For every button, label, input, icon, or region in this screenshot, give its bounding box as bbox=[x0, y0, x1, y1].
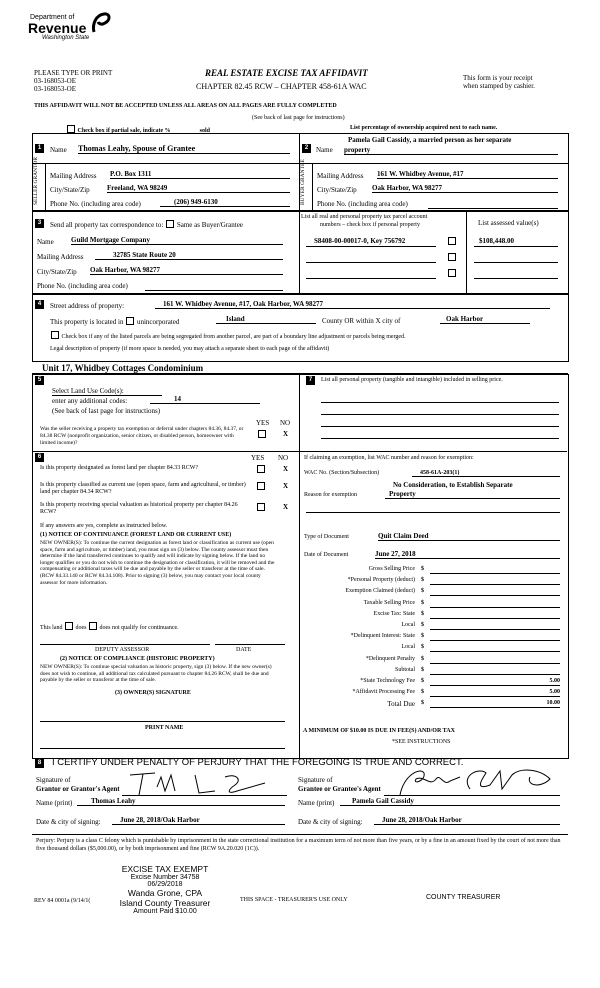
wac-value[interactable]: 458-61A-203(1) bbox=[412, 470, 560, 477]
tax-table bbox=[300, 566, 562, 746]
tax-row-value[interactable] bbox=[430, 600, 560, 608]
stamp-line-5: Island County Treasurer bbox=[119, 898, 211, 908]
tax-row-label: *Delinquent Interest: State bbox=[350, 633, 415, 640]
parcel-header-2: numbers – check box if personal property bbox=[320, 222, 420, 228]
parcel-number[interactable]: S8408-00-00017-0, Key 756792 bbox=[314, 237, 406, 245]
this-land bbox=[40, 622, 179, 631]
same-as-buyer-checkbox[interactable] bbox=[166, 220, 174, 228]
personal-property-checkbox-3[interactable] bbox=[448, 269, 456, 277]
tax-row-value[interactable] bbox=[430, 566, 560, 574]
form-number-2: 03-168053-OE bbox=[34, 85, 76, 93]
logo-emblem-icon bbox=[90, 12, 112, 36]
reason-value-1[interactable]: No Consideration, to Establish Separate bbox=[393, 481, 513, 489]
grantor-signature[interactable] bbox=[125, 769, 285, 797]
tax-row-currency: $ bbox=[421, 599, 424, 606]
stamp-line-1: EXCISE TAX EXEMPT bbox=[121, 864, 209, 874]
grantee-signature[interactable] bbox=[390, 765, 560, 799]
street-label: Street address of property: bbox=[50, 302, 125, 310]
tax-row-currency: $ bbox=[421, 655, 424, 662]
tax-row-value[interactable] bbox=[430, 656, 560, 664]
reason-value-2[interactable]: Property bbox=[385, 490, 560, 499]
buyer-mail[interactable]: 161 W. Whidbey Avenue, #17 bbox=[377, 170, 558, 179]
exempt-stamp bbox=[100, 864, 230, 915]
grantee-name[interactable]: Pamela Gail Cassidy bbox=[340, 797, 560, 806]
section-5-badge: 5 bbox=[35, 376, 44, 385]
stamp-line-4: Wanda Grone, CPA bbox=[127, 888, 203, 898]
wac-label: WAC No. (Section/Subsection) bbox=[304, 470, 380, 476]
land-use-code[interactable]: 14 bbox=[150, 395, 260, 404]
tax-row-currency: $ bbox=[421, 588, 424, 595]
s3-name-label: Name bbox=[37, 238, 54, 246]
city-value[interactable]: Oak Harbor bbox=[440, 315, 530, 324]
tax-row-label: *Personal Property (deduct) bbox=[347, 577, 415, 584]
send-correspondence bbox=[50, 220, 243, 229]
unincorporated-label: unincorporated bbox=[136, 318, 180, 326]
seller-city[interactable]: Freeland, WA 98249 bbox=[107, 184, 290, 193]
tax-row-currency: $ bbox=[421, 644, 424, 651]
treasurer-space: THIS SPACE - TREASURER'S USE ONLY bbox=[240, 897, 348, 903]
doc-type-label: Type of Document bbox=[304, 534, 349, 540]
seller-mail[interactable]: P.O. Box 1311 bbox=[110, 170, 290, 179]
notice1-body: NEW OWNER(S): To continue the current designation as forest land or classification as current use (open space, farm and agriculture, or timber) land, you must sign on (3) below. The county assessor must then determine if the land transferred continues to qualify and will indicate by signing below. If the land no longer qualifies or you do not wish to continue the designation or classification, it will be removed and the compensating or additional taxes will be due and payable by the seller or transferor at the time of sale. (RCW 84.33.140 or RCW 84.34.108). Prior to signing (3) below, you may contact your local county assessor for more information. bbox=[40, 540, 275, 586]
segregated-label: Check box if any of the listed parcels are being segregated from another parcel, are part of a boundary line adjustment or parcels being merged. bbox=[61, 334, 406, 340]
tax-row-currency: $ bbox=[421, 577, 424, 584]
s6-if-any: If any answers are yes, complete as instructed below. bbox=[40, 523, 168, 529]
seller-phone-label: Phone No. (including area code) bbox=[50, 200, 141, 208]
personal-property-checkbox-1[interactable] bbox=[448, 237, 456, 245]
sold-label: sold bbox=[199, 128, 211, 134]
s6-q3: Is this property receiving special valuation as historical property per chapter 84.26 RCW? bbox=[40, 502, 238, 515]
does-not-checkbox[interactable] bbox=[89, 622, 97, 630]
certify-statement: I CERTIFY UNDER PENALTY OF PERJURY THAT THE FOREGOING IS TRUE AND CORRECT. bbox=[52, 757, 464, 768]
s6-q3-yes-checkbox[interactable] bbox=[257, 503, 265, 511]
does-checkbox[interactable] bbox=[65, 622, 73, 630]
county-treasurer: COUNTY TREASURER bbox=[426, 894, 501, 901]
send-correspondence-label: Send all property tax correspondence to: bbox=[50, 221, 164, 229]
tax-row-label: *Delinquent Penalty bbox=[365, 655, 415, 662]
stamp-line-2: Excise Number 34758 bbox=[130, 874, 200, 881]
buyer-mail-label: Mailing Address bbox=[317, 172, 364, 180]
s3-mail[interactable]: 32785 State Route 20 bbox=[95, 251, 283, 260]
stamp-line-6: Amount Paid $10.00 bbox=[133, 908, 197, 915]
grantor-date-label: Date & city of signing: bbox=[36, 818, 101, 826]
notice2-title: (2) NOTICE OF COMPLIANCE (HISTORIC PROPERTY) bbox=[60, 656, 215, 662]
grantee-sig-label-1: Signature of bbox=[298, 776, 333, 784]
tax-row-label: Excise Tax: State bbox=[373, 610, 415, 617]
tax-row-value[interactable]: 10.00 bbox=[430, 700, 560, 708]
unincorporated-checkbox[interactable] bbox=[126, 317, 134, 325]
tax-row-currency: $ bbox=[421, 566, 424, 572]
print-note: PLEASE TYPE OR PRINT bbox=[34, 69, 113, 77]
county-value[interactable]: Island bbox=[216, 315, 316, 324]
s3-mail-label: Mailing Address bbox=[37, 253, 84, 261]
grantee-sig-label-2: Grantee or Grantee's Agent bbox=[298, 785, 381, 793]
ownership-note: List percentage of ownership acquired next to each name. bbox=[350, 125, 498, 131]
logo-text-revenue: Revenue bbox=[28, 20, 87, 36]
personal-property-text: List all personal property (tangible and intangible) included in selling price. bbox=[321, 377, 503, 383]
section-6-badge: 6 bbox=[35, 453, 44, 462]
tax-row-label: Local bbox=[401, 644, 415, 651]
tax-row-value[interactable]: 5.00 bbox=[430, 689, 560, 697]
tax-row-value[interactable]: 5.00 bbox=[430, 678, 560, 686]
receipt-note-1: This form is your receipt bbox=[463, 74, 533, 82]
legal-description-value[interactable]: Unit 17, Whidbey Cottages Condominium bbox=[42, 363, 204, 373]
grantee-name-label: Name (print) bbox=[298, 799, 335, 807]
form-number-1: 03-168053-OE bbox=[34, 77, 76, 85]
tax-row-value[interactable] bbox=[430, 611, 560, 619]
tax-row-currency: $ bbox=[421, 666, 424, 673]
tax-row-label: Total Due bbox=[387, 700, 415, 709]
buyer-phone-label: Phone No. (including area code) bbox=[317, 200, 408, 208]
s6-q1-yes-checkbox[interactable] bbox=[257, 465, 265, 473]
land-use-label: Select Land Use Code(s): bbox=[52, 387, 162, 396]
see-instructions: *SEE INSTRUCTIONS bbox=[392, 739, 451, 745]
acceptance-warning: THIS AFFIDAVIT WILL NOT BE ACCEPTED UNLESS ALL AREAS ON ALL PAGES ARE FULLY COMPLETED bbox=[34, 103, 337, 109]
segregated-checkbox[interactable] bbox=[51, 331, 59, 339]
receipt-note-2: when stamped by cashier. bbox=[463, 82, 535, 90]
section-2-badge: 2 bbox=[302, 144, 311, 153]
this-land-label: This land bbox=[40, 625, 63, 631]
s3-name[interactable]: Guild Mortgage Company bbox=[71, 236, 283, 245]
tax-row-currency: $ bbox=[421, 700, 424, 707]
seller-side-label: SELLER GRANTOR bbox=[33, 156, 39, 205]
same-as-buyer-label: Same as Buyer/Grantee bbox=[176, 221, 243, 229]
section-8-badge: 8 bbox=[35, 759, 44, 768]
s5-question: Was the seller receiving a property tax exemption or deferral under chapters 84.36, 84.37, or 84.38 RCW (nonprofit organization, senior citizen, or disabled person, homeowner with limited income)? bbox=[40, 426, 244, 446]
assessed-value[interactable]: $108,448.00 bbox=[479, 237, 514, 245]
partial-sale-label: Check box if partial sale, indicate % bbox=[77, 128, 171, 134]
owner-signature-label: (3) OWNER(S) SIGNATURE bbox=[115, 690, 191, 696]
s5-yes-header: YES bbox=[256, 419, 270, 427]
buyer-name-line2[interactable]: property bbox=[344, 146, 558, 155]
grantee-date[interactable]: June 28, 2018/Oak Harbor bbox=[374, 816, 560, 825]
grantor-sig-label-2: Grantor or Grantor's Agent bbox=[36, 785, 120, 793]
section-1-badge: 1 bbox=[35, 144, 44, 153]
doc-date[interactable]: June 27, 2018 bbox=[375, 550, 560, 559]
tax-row-value[interactable] bbox=[430, 633, 560, 641]
section-4-badge: 4 bbox=[35, 300, 44, 309]
tax-row-label: Taxable Selling Price bbox=[363, 599, 415, 606]
tax-row-currency: $ bbox=[421, 622, 424, 628]
tax-row-label: Gross Selling Price bbox=[368, 566, 415, 572]
s3-phone-label: Phone No. (including area code) bbox=[37, 282, 128, 290]
partial-sale-checkbox[interactable] bbox=[67, 125, 75, 133]
tax-row-currency: $ bbox=[421, 610, 424, 617]
segregated-note bbox=[50, 331, 406, 340]
buyer-city-label: City/State/Zip bbox=[317, 186, 357, 194]
buyer-name-label: Name bbox=[316, 146, 333, 154]
form-chapter: CHAPTER 82.45 RCW – CHAPTER 458-61A WAC bbox=[196, 82, 367, 91]
does-not-label: does not qualify for continuance. bbox=[99, 625, 179, 631]
rev-form-number: REV 84 0001a (9/14/1( bbox=[34, 898, 91, 904]
s6-yes-header: YES bbox=[251, 454, 265, 462]
s6-q2: Is this property classified as current use (open space, farm and agricultural, or timber) land per chapter 84.34 RCW? bbox=[40, 482, 246, 495]
grantor-date[interactable]: June 28, 2018/Oak Harbor bbox=[112, 816, 285, 825]
s6-q1-no[interactable]: X bbox=[283, 465, 289, 473]
s5-see-back: (See back of last page for instructions) bbox=[52, 407, 161, 415]
seller-name[interactable]: Thomas Leahy, Spouse of Grantee bbox=[78, 144, 290, 154]
logo-text-department: Department of bbox=[30, 14, 75, 21]
does-label: does bbox=[75, 625, 87, 631]
tax-row-currency: $ bbox=[421, 689, 424, 696]
instructions-note: (See back of last page for instructions) bbox=[252, 115, 345, 121]
s6-no-header: NO bbox=[278, 454, 289, 462]
additional-codes-label: enter any additional codes: bbox=[52, 397, 128, 405]
minimum-note: A MINIMUM OF $10.00 IS DUE IN FEE(S) AND/OR TAX bbox=[303, 728, 455, 734]
tax-row-value[interactable] bbox=[430, 667, 560, 675]
s3-city[interactable]: Oak Harbor, WA 98277 bbox=[90, 266, 283, 275]
tax-row-value[interactable] bbox=[430, 588, 560, 596]
tax-row-label: *State Technology Fee bbox=[360, 678, 415, 684]
parcel-header-1: List all real and personal property tax parcel account bbox=[301, 214, 428, 220]
seller-phone[interactable]: (206) 949-6130 bbox=[160, 198, 290, 207]
assessed-header: List assessed value(s) bbox=[478, 219, 539, 227]
s6-q2-no[interactable]: X bbox=[283, 482, 289, 490]
tax-row-value[interactable] bbox=[430, 577, 560, 585]
county-label: County OR within X city of bbox=[322, 317, 401, 325]
s6-q1: Is this property designated as forest land per chapter 84.33 RCW? bbox=[40, 465, 199, 471]
tax-row-label: *Affidavit Processing Fee bbox=[352, 689, 415, 696]
logo-text-state: Washington State bbox=[42, 35, 90, 41]
s3-city-label: City/State/Zip bbox=[37, 268, 77, 276]
doc-type[interactable]: Quit Claim Deed bbox=[378, 532, 560, 541]
legal-description-label: Legal description of property (if more space is needed, you may attach a separate sheet to each page of the affidavit) bbox=[50, 346, 330, 352]
tax-row-label: Exemption Claimed (deduct) bbox=[345, 588, 415, 595]
tax-row-value[interactable] bbox=[430, 644, 560, 652]
buyer-name-line1[interactable]: Pamela Gail Cassidy, a married person as her separate bbox=[348, 136, 512, 144]
doc-date-label: Date of Document bbox=[304, 552, 349, 558]
s6-q2-yes-checkbox[interactable] bbox=[257, 482, 265, 490]
stamp-line-3: 06/29/2018 bbox=[147, 881, 183, 888]
buyer-city[interactable]: Oak Harbor, WA 98277 bbox=[372, 184, 558, 193]
located-in bbox=[50, 317, 179, 326]
personal-property-checkbox-2[interactable] bbox=[448, 253, 456, 261]
grantee-date-label: Date & city of signing: bbox=[298, 818, 363, 826]
seller-name-label: Name bbox=[50, 146, 67, 154]
deputy-assessor-label: DEPUTY ASSESSOR bbox=[95, 647, 150, 653]
section-7-badge: 7 bbox=[306, 376, 315, 385]
reason-label: Reason for exemption bbox=[304, 492, 357, 498]
form-title: REAL ESTATE EXCISE TAX AFFIDAVIT bbox=[205, 68, 368, 78]
grantor-name-label: Name (print) bbox=[36, 799, 73, 807]
perjury-warning: Perjury: Perjury is a class C felony which is punishable by imprisonment in the state correctional institution for a maximum term of not more than five years, or by a fine in an amount fixed by the court of not more than five thousand dollars ($5,000.00), or by both imprisonment and fine (RCW 9A.20.020 (1C)). bbox=[36, 838, 561, 852]
s5-yes-checkbox[interactable] bbox=[258, 430, 266, 438]
notice2-body: NEW OWNER(S): To continue special valuation as historic property, sign (3) below. If the new owner(s) does not wish to continue, all additional tax calculated pursuant to chapter 84.26 RCW, shall be due and payable by the seller or transferor at the time of sale. bbox=[40, 664, 272, 684]
grantor-sig-label-1: Signature of bbox=[36, 776, 71, 784]
tax-row-label: Local bbox=[401, 622, 415, 628]
located-label: This property is located in bbox=[50, 318, 124, 326]
seller-city-label: City/State/Zip bbox=[50, 186, 90, 194]
deputy-date-label: DATE bbox=[236, 647, 252, 653]
s6-q3-no[interactable]: X bbox=[283, 503, 289, 511]
exemption-label: If claiming an exemption, list WAC number and reason for exemption: bbox=[304, 455, 474, 461]
s5-no-header: NO bbox=[280, 419, 291, 427]
print-name-label: PRINT NAME bbox=[145, 725, 184, 731]
s5-no-answer[interactable]: X bbox=[283, 430, 289, 438]
tax-row-currency: $ bbox=[421, 633, 424, 640]
notice1-title: (1) NOTICE OF CONTINUANCE (FOREST LAND OR CURRENT USE) bbox=[40, 532, 232, 538]
tax-row-value[interactable] bbox=[430, 622, 560, 630]
buyer-side-label: BUYER GRANTEE bbox=[300, 159, 306, 205]
seller-mail-label: Mailing Address bbox=[50, 172, 97, 180]
section-3-badge: 3 bbox=[35, 219, 44, 228]
street-address[interactable]: 161 W. Whidbey Avenue, #17, Oak Harbor, WA 98277 bbox=[155, 300, 550, 309]
grantor-name[interactable]: Thomas Leahy bbox=[77, 797, 285, 806]
tax-row-label: Subtotal bbox=[394, 666, 415, 673]
tax-row-currency: $ bbox=[421, 678, 424, 684]
